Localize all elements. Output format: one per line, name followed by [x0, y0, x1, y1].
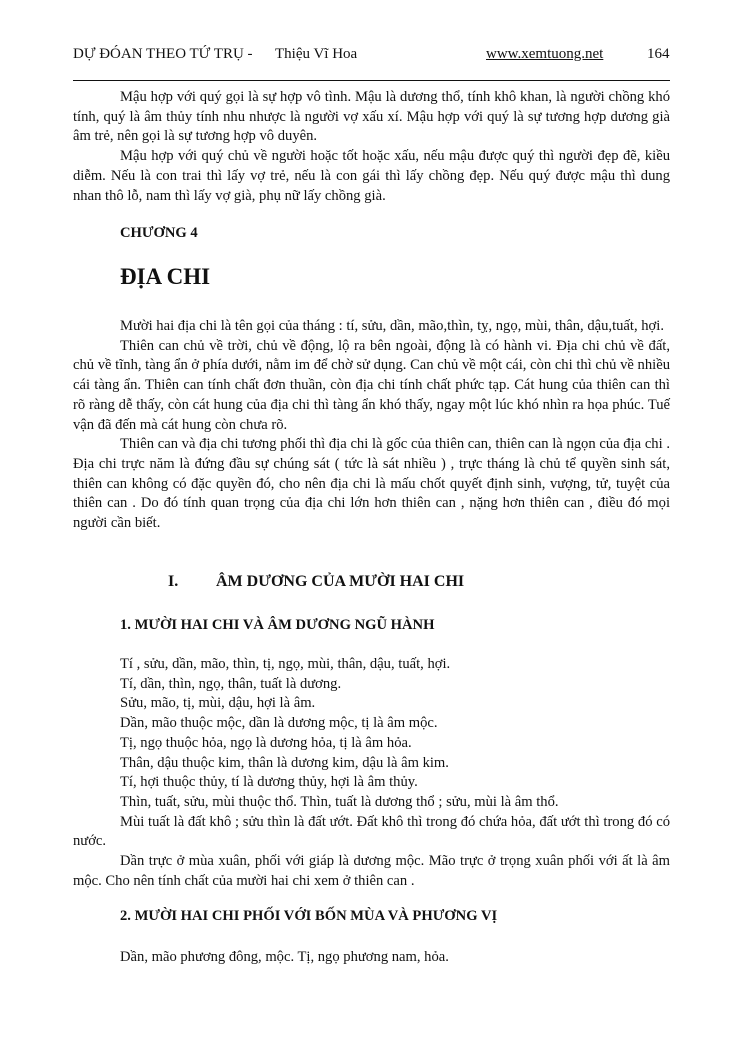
chapter-title: ĐỊA CHI — [120, 264, 211, 289]
intro-text — [73, 88, 670, 206]
list-line: Thân, dậu thuộc kim, thân là dương kim, dậu là âm kim. — [120, 754, 449, 771]
header-author: Thiệu Vĩ Hoa — [275, 46, 358, 62]
subsection-title: 1. MƯỜI HAI CHI VÀ ÂM DƯƠNG NGŨ HÀNH — [120, 617, 435, 633]
list-line: Tí, dần, thìn, ngọ, thân, tuất là dương. — [120, 675, 342, 692]
list-line: Tí, hợi thuộc thủy, tí là dương thủy, hợi là âm thủy. — [120, 774, 418, 791]
list-line: Dần, mão thuộc mộc, dần là dương mộc, tị là âm mộc. — [120, 715, 438, 732]
list-line: Tị, ngọ thuộc hỏa, ngọ là dương hỏa, tị là âm hỏa. — [120, 734, 412, 751]
paragraph: Thiên can chủ về trời, chủ về động, lộ ra bên ngoài, động là có hành vi. Địa chi chủ về đất, chủ về tĩnh, tàng ẩn ở phía dưới, nằm im để chờ sử dụng. Can chủ về một cái, còn chi thì chủ về nhiều cái tàng ẩn. Thiên can tính chất đơn thuần, còn địa chi tính chất phức tạp. Cát hung của thiên can thì rõ ràng dễ thấy, còn cát hung của địa chi thì tàng ẩn khó thấy, ngay một lúc khó nhìn ra họa phúc. Tuế vận đã đến mà cát hung còn chưa rõ. — [73, 337, 670, 433]
chapter-label: CHƯƠNG 4 — [120, 225, 198, 241]
section-number: I. — [168, 573, 179, 590]
list-line: Dần, mão phương đông, mộc. Tị, ngọ phương nam, hỏa. — [120, 949, 449, 965]
list-line: Thìn, tuất, sửu, mùi thuộc thổ. Thìn, tuất là dương thổ ; sửu, mùi là âm thổ. — [120, 793, 559, 810]
subsection-title: 2. MƯỜI HAI CHI PHỐI VỚI BỐN MÙA VÀ PHƯƠNG VỊ — [120, 908, 498, 924]
section-title: ÂM DƯƠNG CỦA MƯỜI HAI CHI — [216, 573, 465, 590]
chapter-text — [73, 317, 670, 534]
header-title: DỰ ĐÓAN THEO TỨ TRỤ - — [73, 46, 253, 62]
subsection2-text — [73, 948, 670, 968]
subsection1-text — [73, 655, 670, 891]
paragraph: Dần trực ở mùa xuân, phối với giáp là dương mộc. Mão trực ở trọng xuân phối với ất là âm mộc. Cho nên tính chất của mười hai chi xem ở thiên can . — [73, 853, 670, 889]
paragraph: Thiên can và địa chi tương phối thì địa chi là gốc của thiên can, thiên can là ngọn của địa chi . Địa chi trực năm là đứng đầu sự chúng sát ( tức là sát nhiều ) , trực tháng là chủ tể quyền sinh sát, thiên can không có đặc quyền đó, cho nên địa chi là mấu chốt quyết định sinh, vượng, tử, tuyệt của thiên can . Do đó tính quan trọng của địa chi lớn hơn thiên can , nặng hơn thiên can , điều đó mọi người cần biết. — [73, 436, 670, 532]
header-divider — [73, 80, 670, 81]
list-line: Tí , sửu, dần, mão, thìn, tị, ngọ, mùi, thân, dậu, tuất, hợi. — [120, 656, 451, 672]
page-number: 164 — [647, 46, 670, 62]
paragraph: Mùi tuất là đất khô ; sửu thìn là đất ướt. Đất khô thì trong đó chứa hỏa, đất ướt thì trong đó có nước. — [73, 813, 670, 850]
paragraph: Mậu hợp với quý chủ về người hoặc tốt hoặc xấu, nếu mậu được quý thì người đẹp đẽ, kiều diễm. Nếu là con trai thì lấy vợ trẻ, nếu là con gái thì lấy chồng đẹp. Nếu quý được mậu thì dung nhan thô lỗ, nam thì lấy vợ già, phụ nữ lấy chồng già. — [73, 148, 670, 204]
paragraph: Mậu hợp với quý gọi là sự hợp vô tình. Mậu là dương thổ, tính khô khan, là người chồng khó tính, quý là âm thủy tính nhu nhược là người vợ xấu xí. Mậu hợp với quý là sự tương hợp dương già âm trẻ, nên gọi là sự tương hợp vô duyên. — [73, 89, 670, 145]
paragraph: Mười hai địa chi là tên gọi của tháng : tí, sửu, dần, mão,thìn, tỵ, ngọ, mùi, thân, dậu,tuất, hợi. — [120, 318, 664, 334]
list-line: Sửu, mão, tị, mùi, dậu, hợi là âm. — [120, 695, 316, 712]
header-website-link[interactable]: www.xemtuong.net — [486, 46, 604, 62]
